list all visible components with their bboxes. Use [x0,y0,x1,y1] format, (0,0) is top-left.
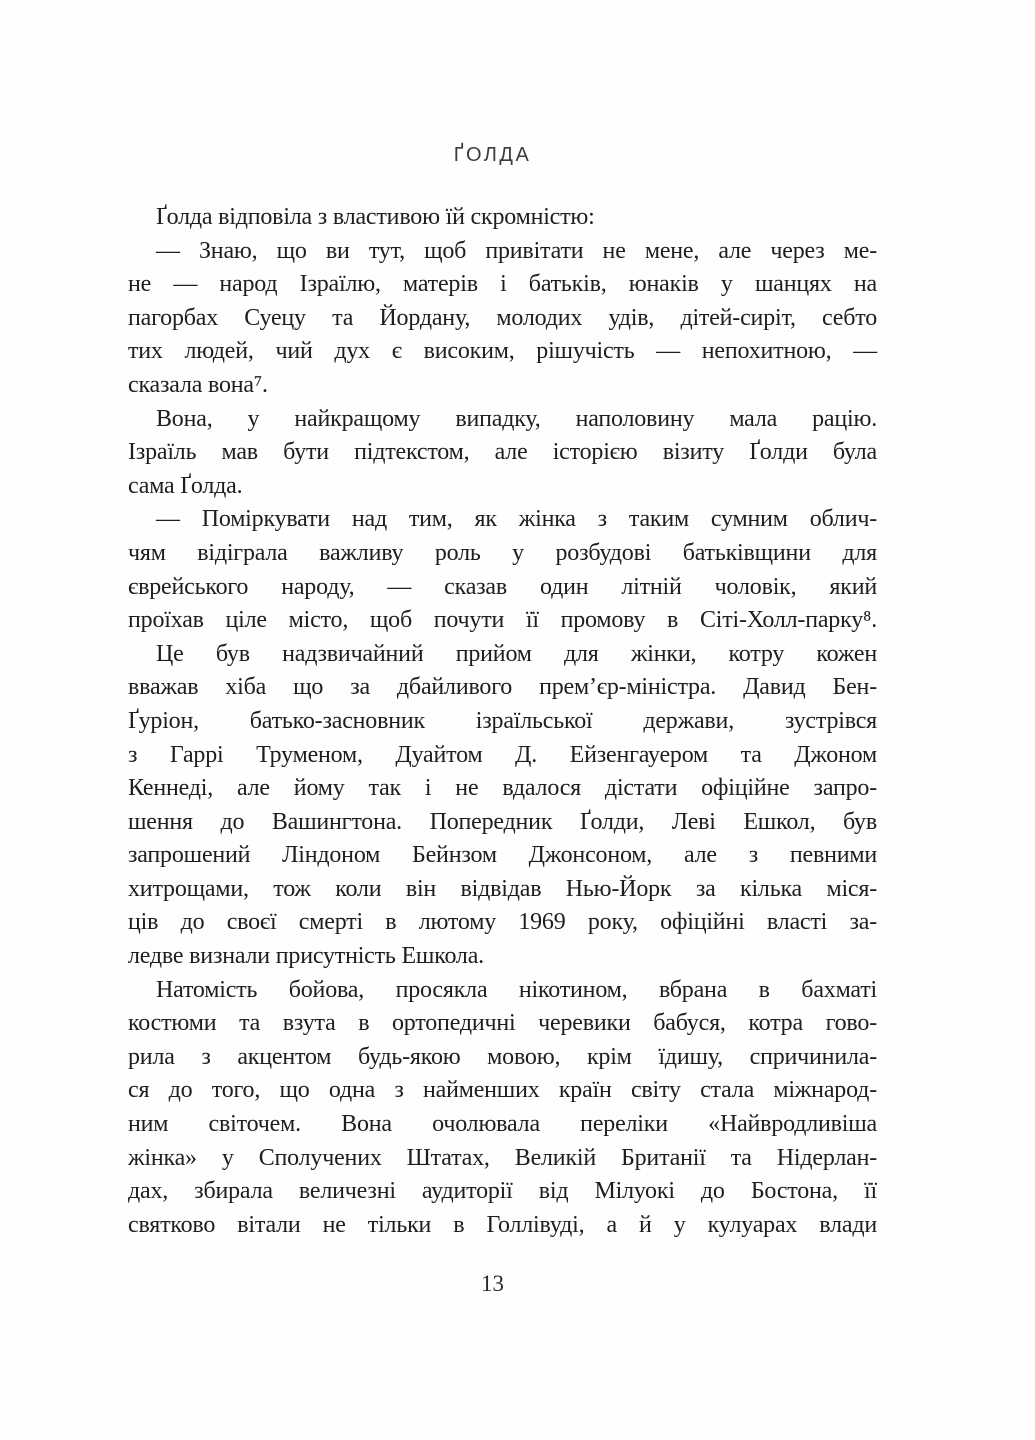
text-line: Ґуріон, батько-засновник ізраїльської держави, зустрівся [128,707,877,734]
running-header: ҐОЛДА [453,144,532,166]
text-line: з Гаррі Труменом, Дуайтом Д. Ейзенгауером та Джоном [128,741,877,768]
text-line: ців до своєї смерті в лютому 1969 року, офіційні власті за- [128,909,877,936]
paragraph [128,503,877,637]
text-line: тих людей, чий дух є високим, рішучість — непохитною, — [128,338,877,365]
paragraph [128,638,877,974]
text-line: рила з акцентом будь-якою мовою, крім їдишу, спричинила- [128,1043,877,1070]
page-number: 13 [481,1271,504,1296]
text-line: — Знаю, що ви тут, щоб привітати не мене, але через ме- [156,237,877,264]
paragraph [128,974,877,1243]
text-line: пагорбах Суецу та Йордану, молодих удів, дітей-сиріт, себто [128,304,877,331]
text-line: — Поміркувати над тим, як жінка з таким сумним облич- [156,506,877,533]
paragraph [128,201,877,235]
text-line: Натомість бойова, просякла нікотином, вбрана в бахматі [156,976,877,1003]
paragraph [128,235,877,403]
text-block [128,201,877,1242]
text-line: чям відіграла важливу роль у розбудові батьківщини для [128,539,877,566]
text-line: жінка» у Сполучених Штатах, Великій Британії та Нідерлан- [128,1144,877,1171]
text-line: не — народ Ізраїлю, матерів і батьків, юнаків у шанцях на [128,271,877,298]
text-line: хитрощами, тож коли він відвідав Нью-Йорк за кілька міся- [128,875,877,902]
text-line: шення до Вашингтона. Попередник Ґолди, Леві Ешкол, був [128,808,877,835]
text-line: ледве визнали присутність Ешкола. [128,943,484,970]
text-line: запрошений Ліндоном Бейнзом Джонсоном, але з певними [128,842,877,869]
text-line: дах, збирала величезні аудиторії від Мілуокі до Бостона, її [128,1178,877,1205]
text-line: Ізраїль мав бути підтекстом, але історією візиту Ґолди була [128,439,877,466]
text-line: Кеннеді, але йому так і не вдалося дістати офіційне запро- [128,775,877,802]
text-line: сама Ґолда. [128,472,243,499]
text-line: сказала вона⁷. [128,371,268,398]
text-line: ним світочем. Вона очолювала переліки «Найвродливіша [128,1111,877,1138]
text-line: Ґолда відповіла з властивою їй скромністю: [156,204,595,230]
text-line: костюми та взута в ортопедичні черевики бабуся, котра гово- [128,1010,877,1037]
text-line: Вона, у найкращому випадку, наполовину мала рацію. [156,405,877,432]
text-line: проїхав ціле місто, щоб почути її промову в Сіті-Холл-парку⁸. [128,607,877,634]
paragraph [128,403,877,504]
text-line: єврейського народу, — сказав один літній чоловік, який [128,573,877,600]
text-line: вважав хіба що за дбайливого прем’єр-міністра. Давид Бен- [128,674,877,701]
text-line: Це був надзвичайний прийом для жінки, котру кожен [156,640,877,667]
text-line: ся до того, що одна з найменших країн світу стала міжнарод- [128,1077,877,1104]
text-line: святково вітали не тільки в Голлівуді, а й у кулуарах влади [128,1211,877,1238]
